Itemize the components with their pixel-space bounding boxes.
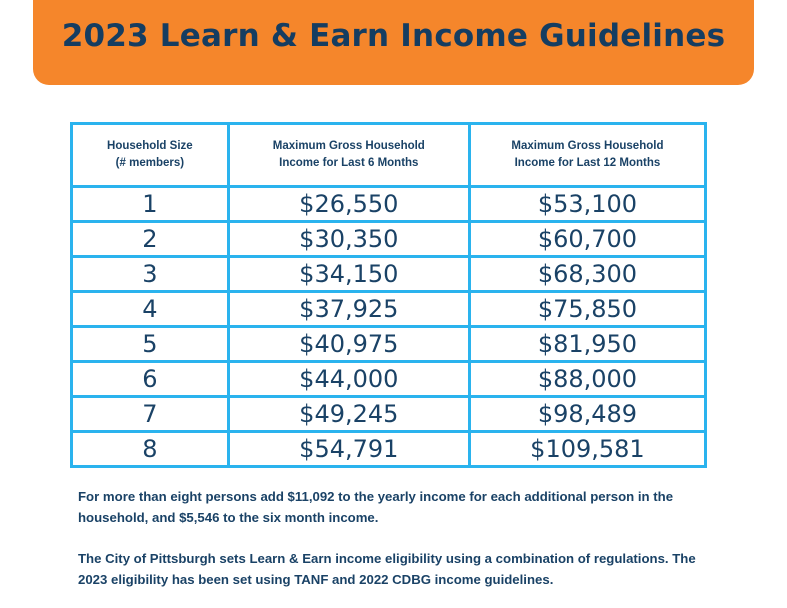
twelve-month-income-cell: $81,950 [469, 327, 705, 362]
table-row [72, 222, 706, 257]
header-six-months-line-1: Maximum Gross Household [272, 140, 425, 152]
table-row [72, 432, 706, 467]
table-row [72, 362, 706, 397]
table-row [72, 187, 706, 222]
header-household-size-line-1: Household Size [107, 140, 193, 152]
header-household-size-line-2: (# members) [115, 157, 185, 169]
household-size-cell: 4 [72, 292, 229, 327]
twelve-month-income-cell: $75,850 [469, 292, 705, 327]
twelve-month-income-cell: $98,489 [469, 397, 705, 432]
household-size-cell: 2 [72, 222, 229, 257]
household-size-cell: 7 [72, 397, 229, 432]
eligibility-note: The City of Pittsburgh sets Learn & Earn income eligibility using a combination of regulations. The 2023 eligibility has been set using TANF and 2022 CDBG income guidelines. [78, 551, 696, 587]
household-size-cell: 8 [72, 432, 229, 467]
table-row [72, 327, 706, 362]
twelve-month-income-cell: $60,700 [469, 222, 705, 257]
additional-persons-note: For more than eight persons add $11,092 to the yearly income for each additional person in the household, and $5,546 to the six month income. [78, 489, 674, 525]
title-banner [33, 0, 754, 85]
header-six-months [228, 124, 469, 187]
twelve-month-income-cell: $109,581 [469, 432, 705, 467]
household-size-cell: 5 [72, 327, 229, 362]
six-month-income-cell: $40,975 [228, 327, 469, 362]
six-month-income-cell: $54,791 [228, 432, 469, 467]
income-guidelines-table [70, 122, 707, 468]
six-month-income-cell: $26,550 [228, 187, 469, 222]
page-title: 2023 Learn & Earn Income Guidelines [61, 18, 726, 54]
header-twelve-months-line-1: Maximum Gross Household [511, 140, 664, 152]
twelve-month-income-cell: $68,300 [469, 257, 705, 292]
header-twelve-months [469, 124, 705, 187]
six-month-income-cell: $37,925 [228, 292, 469, 327]
household-size-cell: 3 [72, 257, 229, 292]
table-row [72, 397, 706, 432]
six-month-income-cell: $30,350 [228, 222, 469, 257]
household-size-cell: 1 [72, 187, 229, 222]
six-month-income-cell: $44,000 [228, 362, 469, 397]
header-six-months-line-2: Income for Last 6 Months [279, 157, 419, 169]
six-month-income-cell: $34,150 [228, 257, 469, 292]
six-month-income-cell: $49,245 [228, 397, 469, 432]
table-row [72, 292, 706, 327]
household-size-cell: 6 [72, 362, 229, 397]
table-header-row [72, 124, 706, 187]
table-row [72, 257, 706, 292]
header-twelve-months-line-2: Income for Last 12 Months [514, 157, 661, 169]
twelve-month-income-cell: $88,000 [469, 362, 705, 397]
twelve-month-income-cell: $53,100 [469, 187, 705, 222]
header-household-size [72, 124, 229, 187]
